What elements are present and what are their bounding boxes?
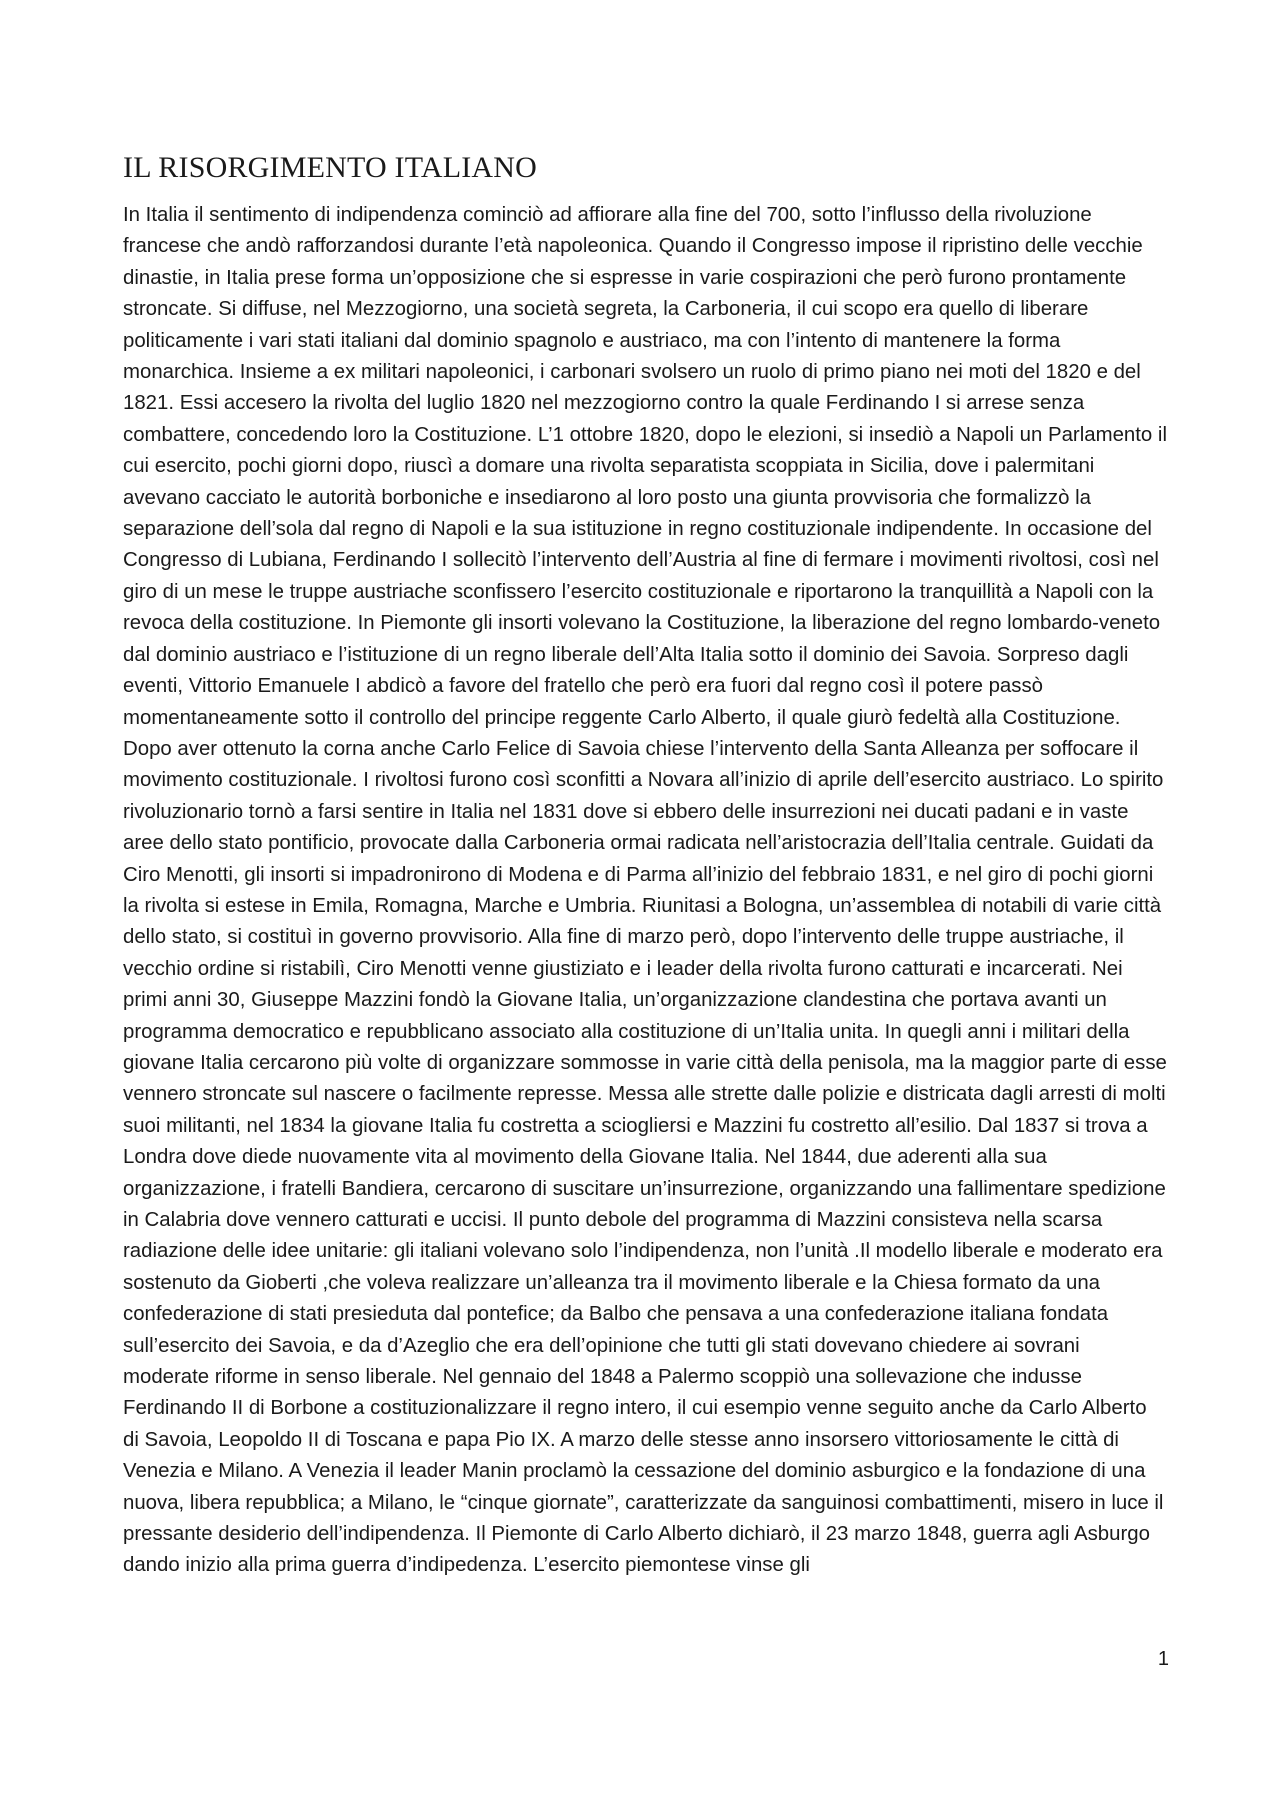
page-number: 1 xyxy=(1157,1648,1169,1670)
document-title: IL RISORGIMENTO ITALIANO xyxy=(123,151,538,184)
document-body-paragraph: In Italia il sentimento di indipendenza cominciò ad affiorare alla fine del 700, sotto l’influsso della rivoluzione francese che andò rafforzandosi durante l’età napoleonica. Quando il Congresso impose il ripristino delle vecchie dinastie, in Italia prese forma un’opposizione che si espresse in varie cospirazioni che però furono prontamente stroncate. Si diffuse, nel Mezzogiorno, una società segreta, la Carboneria, il cui scopo era quello di liberare politicamente i vari stati italiani dal dominio spagnolo e austriaco, ma con l’intento di mantenere la forma monarchica. Insieme a ex militari napoleonici, i carbonari svolsero un ruolo di primo piano nei moti del 1820 e del 1821. Essi accesero la rivolta del luglio 1820 nel mezzogiorno contro la quale Ferdinando I si arrese senza combattere, concedendo loro la Costituzione. L’1 ottobre 1820, dopo le elezioni, si insediò a Napoli un Parlamento il cui esercito, pochi giorni dopo, riuscì a domare una rivolta separatista scoppiata in Sicilia, dove i palermitani avevano cacciato le autorità borboniche e insediarono al loro posto una giunta provvisoria che formalizzò la separazione dell’sola dal regno di Napoli e la sua istituzione in regno costituzionale indipendente. In occasione del Congresso di Lubiana, Ferdinando I sollecitò l’intervento dell’Austria al fine di fermare i movimenti rivoltosi, così nel giro di un mese le truppe austriache sconfissero l’esercito costituzionale e riportarono la tranquillità a Napoli con la revoca della costituzione. In Piemonte gli insorti volevano la Costituzione, la liberazione del regno lombardo-veneto dal dominio austriaco e l’istituzione di un regno liberale dell’Alta Italia sotto il dominio dei Savoia. Sorpreso dagli eventi, Vittorio Emanuele I abdicò a favore del fratello che però era fuori dal regno così il potere passò momentaneamente sotto il controllo del principe reggente Carlo Alberto, il quale giurò fedeltà alla Costituzione. Dopo aver ottenuto la corna anche Carlo Felice di Savoia chiese l’intervento della Santa Alleanza per soffocare il movimento costituzionale. I rivoltosi furono così sconfitti a Novara all’inizio di aprile dell’esercito austriaco. Lo spirito rivoluzionario tornò a farsi sentire in Italia nel 1831 dove si ebbero delle insurrezioni nei ducati padani e in vaste aree dello stato pontificio, provocate dalla Carboneria ormai radicata nell’aristocrazia dell’Italia centrale. Guidati da Ciro Menotti, gli insorti si impadronirono di Modena e di Parma all’inizio del febbraio 1831, e nel giro di pochi giorni la rivolta si estese in Emila, Romagna, Marche e Umbria. Riunitasi a Bologna, un’assemblea di notabili di varie città dello stato, si costituì in governo provvisorio. Alla fine di marzo però, dopo l’intervento delle truppe austriache, il vecchio ordine si ristabilì, Ciro Menotti venne giustiziato e i leader della rivolta furono catturati e incarcerati. Nei primi anni 30, Giuseppe Mazzini fondò la Giovane Italia, un’organizzazione clandestina che portava avanti un programma democratico e repubblicano associato alla costituzione di un’Italia unita. In quegli anni i militari della giovane Italia cercarono più volte di organizzare sommosse in varie città della penisola, ma la maggior parte di esse vennero stroncate sul nascere o facilmente represse. Messa alle strette dalle polizie e districata dagli arresti di molti suoi militanti, nel 1834 la giovane Italia fu costretta a sciogliersi e Mazzini fu costretto all’esilio. Dal 1837 si trova a Londra dove diede nuovamente vita al movimento della Giovane Italia. Nel 1844, due aderenti alla sua organizzazione, i fratelli Bandiera, cercarono di suscitare un’insurrezione, organizzando una fallimentare spedizione in Calabria dove vennero catturati e uccisi. Il punto debole del programma di Mazzini consisteva nella scarsa radiazione delle idee unitarie: gli italiani volevano solo l’indipendenza, non l’unità .Il modello liberale e moderato era sostenuto da Gioberti ,che voleva realizzare un’alleanza tra il movimento liberale e la Chiesa formato da una confederazione di stati presieduta dal pontefice; da Balbo che pensava a una confederazione italiana fondata sull’esercito dei Savoia, e da d’Azeglio che era dell’opinione che tutti gli stati dovevano chiedere ai sovrani moderate riforme in senso liberale. Nel gennaio del 1848 a Palermo scoppiò una sollevazione che indusse Ferdinando II di Borbone a costituzionalizzare il regno intero, il cui esempio venne seguito anche da Carlo Alberto di Savoia, Leopoldo II di Toscana e papa Pio IX. A marzo delle stesse anno insorsero vittoriosamente le città di Venezia e Milano. A Venezia il leader Manin proclamò la cessazione del dominio asburgico e la fondazione di una nuova, libera repubblica; a Milano, le “cinque giornate”, caratterizzate da sanguinosi combattimenti, misero in luce il pressante desiderio dell’indipendenza. Il Piemonte di Carlo Alberto dichiarò, il 23 marzo 1848, guerra agli Asburgo dando inizio alla prima guerra d’indipedenza. L’esercito piemontese vinse gli xyxy=(123,204,1167,1577)
document-page xyxy=(123,150,1168,1582)
